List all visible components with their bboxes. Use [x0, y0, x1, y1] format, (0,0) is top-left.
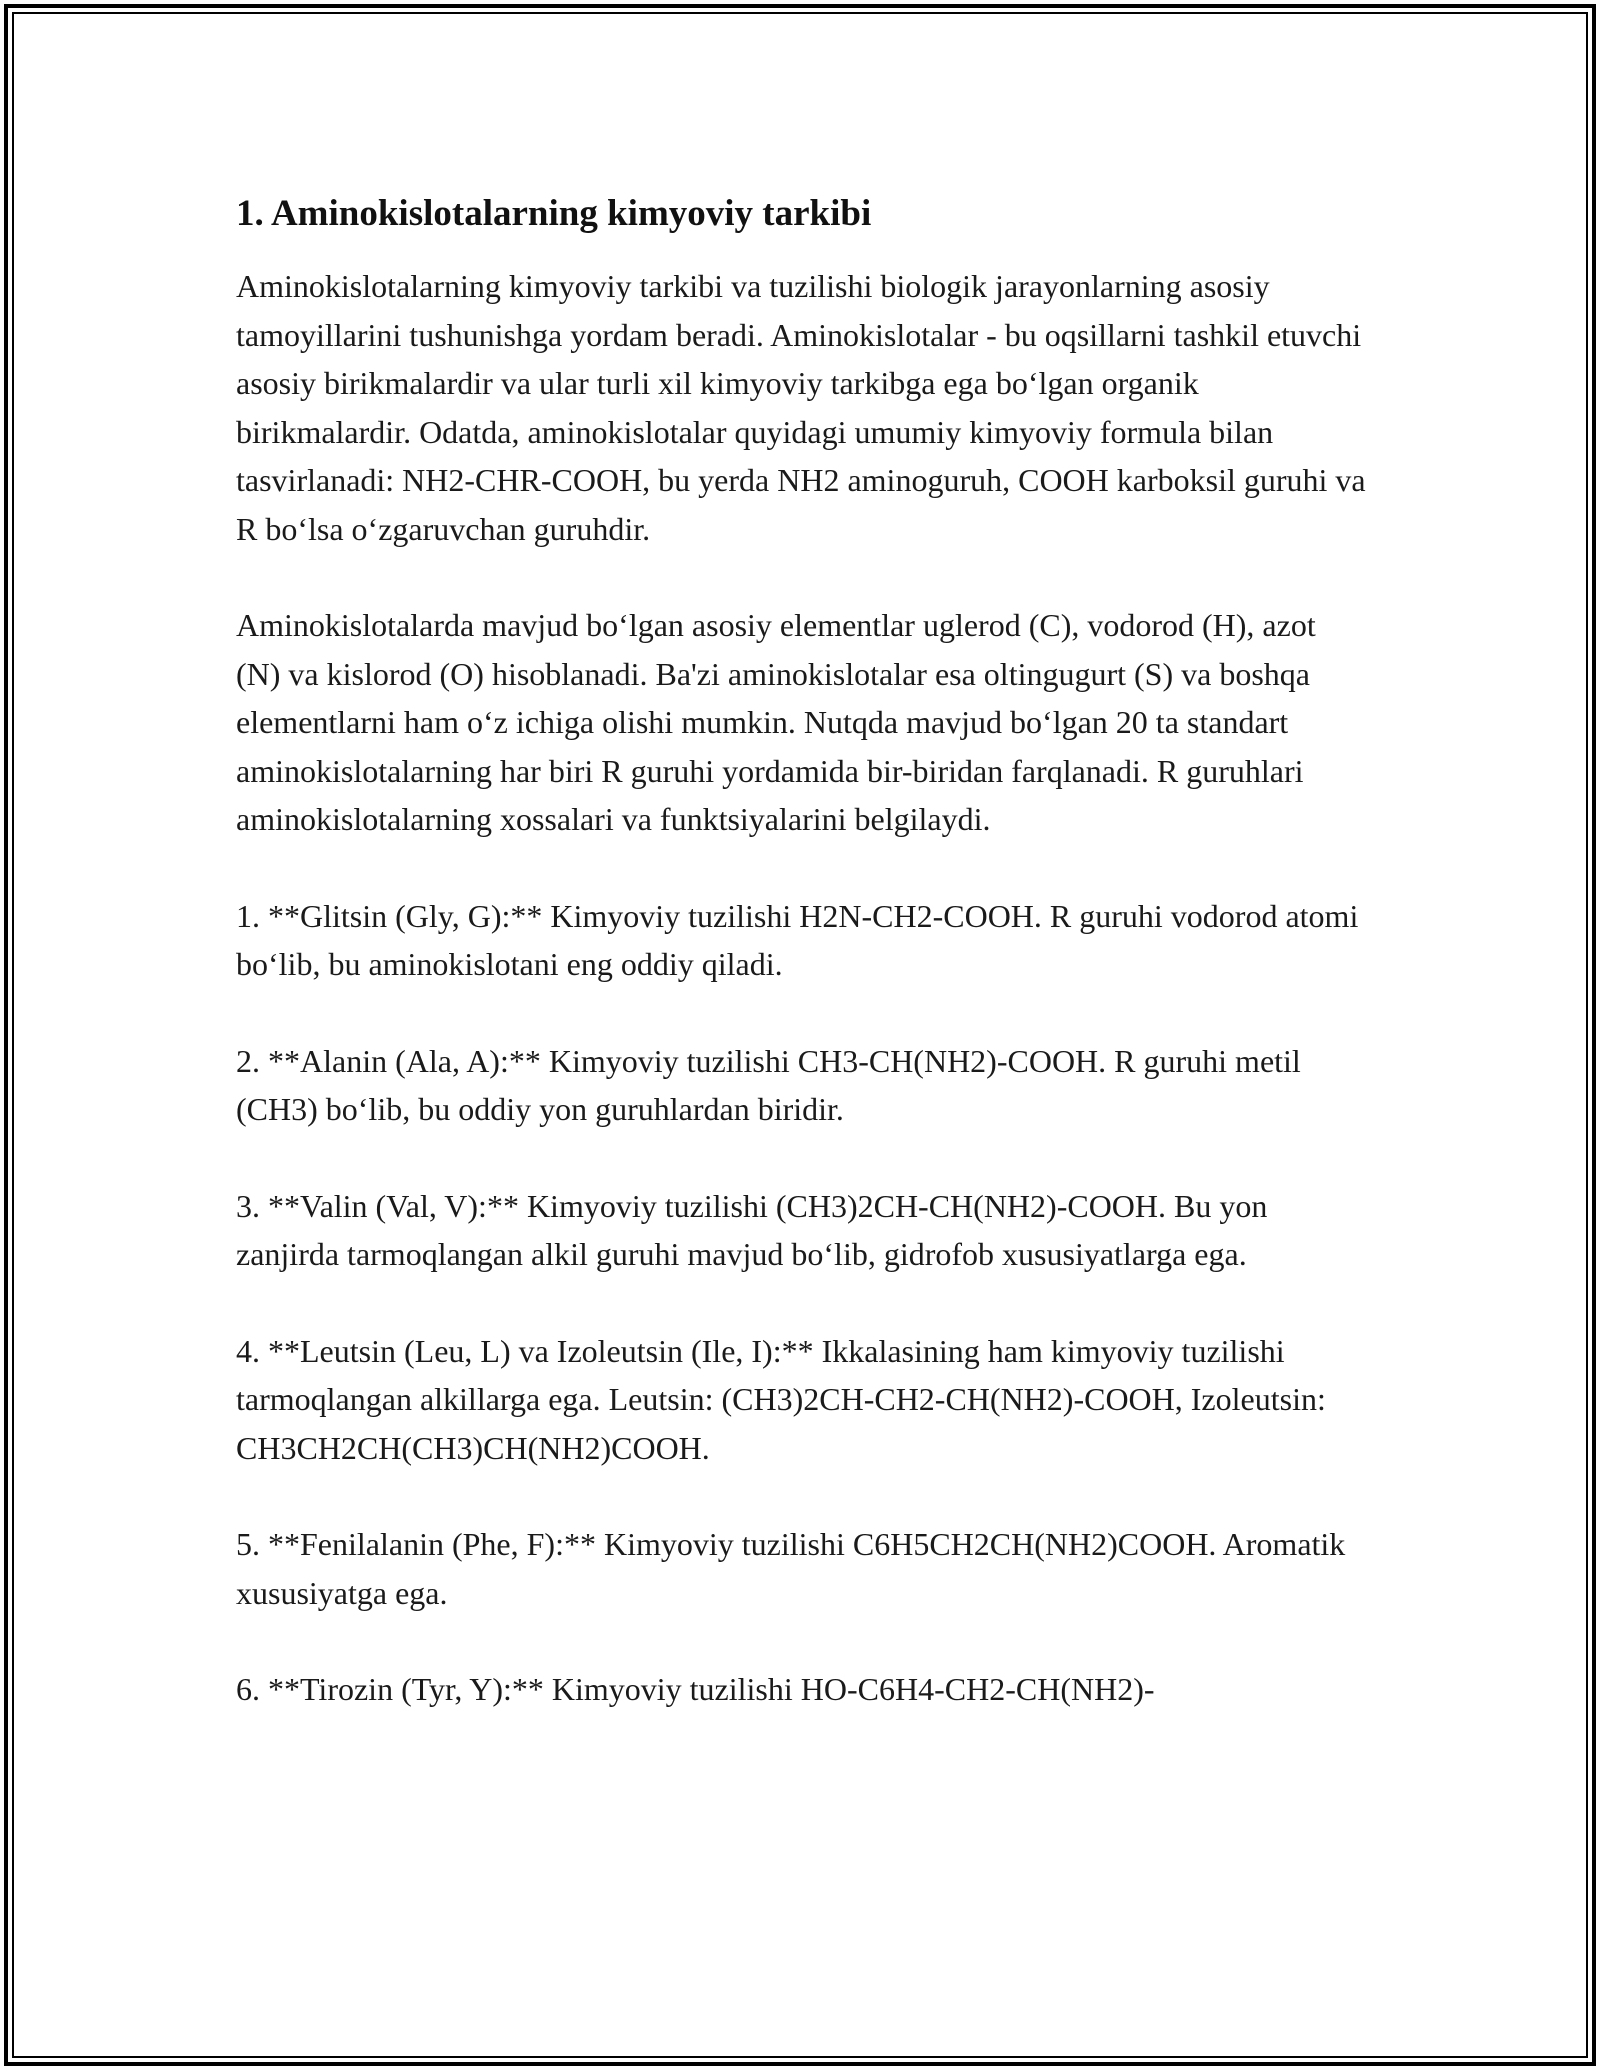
document-body	[236, 188, 1366, 1762]
section-heading: 1. Aminokislotalarning kimyoviy tarkibi	[236, 193, 872, 234]
list-item-alanin: 2. **Alanin (Ala, A):** Kimyoviy tuzilishi CH3-CH(NH2)-COOH. R guruhi metil (CH3) boʻlib, bu oddiy yon guruhlardan biridir.	[236, 1042, 1301, 1127]
paragraph-intro: Aminokislotalarning kimyoviy tarkibi va tuzilishi biologik jarayonlarning asosiy tamoyillarini tushunishga yordam beradi. Aminokislotalar - bu oqsillarni tashkil etuvchi asosiy birikmalardir va ular turli xil kimyoviy tarkibga ega boʻlgan organik birikmalardir. Odatda, aminokislotalar quyidagi umumiy kimyoviy formula bilan tasvirlanadi: NH2-CHR-COOH, bu yerda NH2 aminoguruh, COOH karboksil guruhi va R boʻlsa oʻzgaruvchan guruhdir.	[236, 268, 1366, 547]
list-item-glitsin: 1. **Glitsin (Gly, G):** Kimyoviy tuzilishi H2N-CH2-COOH. R guruhi vodorod atomi boʻlib, bu aminokislotani eng oddiy qiladi.	[236, 897, 1359, 982]
list-item-fenilalanin: 5. **Fenilalanin (Phe, F):** Kimyoviy tuzilishi C6H5CH2CH(NH2)COOH. Aromatik xususiyatga ega.	[236, 1526, 1346, 1611]
list-item-valin: 3. **Valin (Val, V):** Kimyoviy tuzilishi (CH3)2CH-CH(NH2)-COOH. Bu yon zanjirda tarmoqlangan alkil guruhi mavjud boʻlib, gidrofob xususiyatlarga ega.	[236, 1187, 1268, 1272]
list-item-leutsin-izoleutsin: 4. **Leutsin (Leu, L) va Izoleutsin (Ile, I):** Ikkalasining ham kimyoviy tuzilishi tarmoqlangan alkillarga ega. Leutsin: (CH3)2CH-CH2-CH(NH2)-COOH, Izoleutsin: CH3CH2CH(CH3)CH(NH2)COOH.	[236, 1332, 1326, 1466]
paragraph-elements: Aminokislotalarda mavjud boʻlgan asosiy elementlar uglerod (C), vodorod (H), azot (N) va kislorod (O) hisoblanadi. Ba'zi aminokislotalar esa oltingugurt (S) va boshqa elementlarni ham oʻz ichiga olishi mumkin. Nutqda mavjud boʻlgan 20 ta standart aminokislotalarning har biri R guruhi yordamida bir-biridan farqlanadi. R guruhlari aminokislotalarning xossalari va funktsiyalarini belgilaydi.	[236, 607, 1316, 837]
list-item-tirozin: 6. **Tirozin (Tyr, Y):** Kimyoviy tuzilishi HO-C6H4-CH2-CH(NH2)-	[236, 1671, 1155, 1707]
